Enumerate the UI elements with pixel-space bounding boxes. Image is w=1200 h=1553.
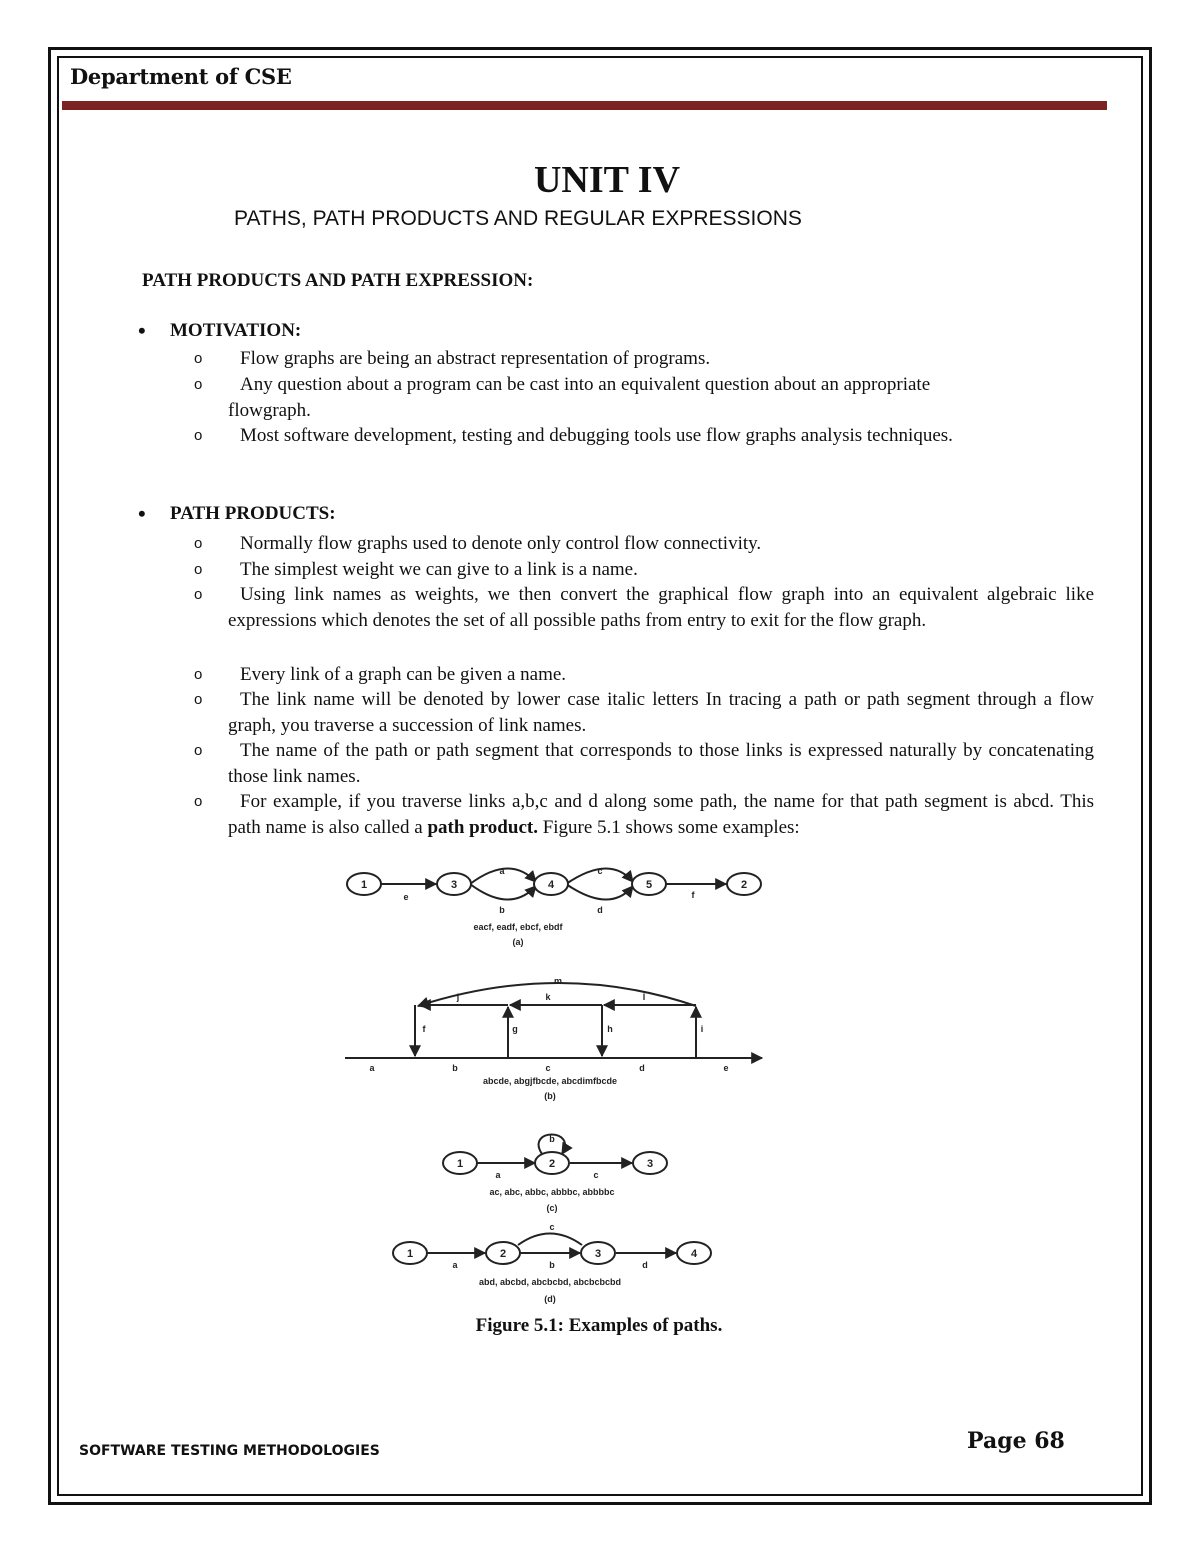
list-item-text: Using link names as weights, we then convert the graphical flow graph into an equivalent algebraic like expressions which denotes the set of all possible paths from entry to exit for the flow graph. bbox=[228, 584, 1094, 631]
link-label: g bbox=[512, 1024, 518, 1034]
node-label: 2 bbox=[548, 1158, 556, 1170]
list-item bbox=[194, 557, 1094, 583]
list-item-text bbox=[228, 789, 1094, 840]
link-label: c bbox=[593, 1170, 599, 1180]
section-heading: PATH PRODUCTS AND PATH EXPRESSION: bbox=[142, 270, 534, 291]
list-item bbox=[194, 531, 1094, 557]
list-item-text: The name of the path or path segment that corresponds to those links is expressed naturally by concatenating those link names. bbox=[228, 740, 1094, 787]
list-marker: o bbox=[194, 691, 203, 708]
list-marker: o bbox=[194, 535, 203, 552]
list-marker: o bbox=[194, 561, 203, 578]
unit-subtitle: PATHS, PATH PRODUCTS AND REGULAR EXPRESSIONS bbox=[234, 207, 802, 230]
figure-5-1 bbox=[330, 860, 790, 1320]
list-marker: o bbox=[194, 586, 203, 603]
list-item-text: The link name will be denoted by lower case italic letters In tracing a path or path segment through a flow graph, you traverse a succession of link names. bbox=[228, 689, 1094, 736]
node-label: 3 bbox=[594, 1248, 602, 1260]
list-item-text: Normally flow graphs used to denote only control flow connectivity. bbox=[240, 533, 762, 554]
link-label: f bbox=[691, 890, 695, 900]
link-label: a bbox=[369, 1063, 375, 1073]
link-label: b bbox=[549, 1260, 555, 1270]
link-label: c bbox=[545, 1063, 551, 1073]
list-marker: o bbox=[194, 742, 203, 759]
link-label: e bbox=[723, 1063, 729, 1073]
node-label: 3 bbox=[646, 1158, 654, 1170]
node-label: 2 bbox=[499, 1248, 507, 1260]
list-item bbox=[194, 372, 988, 423]
link-label: b bbox=[499, 905, 505, 915]
footer-course: SOFTWARE TESTING METHODOLOGIES bbox=[79, 1443, 380, 1459]
list-marker: o bbox=[194, 793, 203, 810]
motivation-heading-text: MOTIVATION: bbox=[170, 320, 302, 341]
figure-b bbox=[345, 983, 762, 1058]
example-text-after: Figure 5.1 shows some examples: bbox=[537, 816, 800, 838]
path-list: abd, abcbd, abcbcbd, abcbcbcbd bbox=[478, 1277, 622, 1287]
node-label: 3 bbox=[450, 879, 458, 891]
subfigure-label: (d) bbox=[544, 1294, 556, 1304]
link-label: l bbox=[642, 992, 646, 1002]
path-products-heading bbox=[138, 501, 336, 526]
link-label: d bbox=[597, 905, 603, 915]
list-item-text: Most software development, testing and debugging tools use flow graphs analysis techniques. bbox=[240, 425, 953, 446]
list-item bbox=[194, 687, 1094, 738]
subfigure-label: (a) bbox=[512, 937, 524, 947]
link-label: m bbox=[553, 976, 563, 986]
link-label: b bbox=[549, 1134, 555, 1144]
link-label: i bbox=[700, 1024, 704, 1034]
node-label: 2 bbox=[740, 879, 748, 891]
list-item bbox=[194, 346, 1094, 372]
list-item bbox=[194, 738, 1094, 789]
edge-c bbox=[518, 1234, 582, 1246]
link-label: j bbox=[456, 992, 460, 1002]
edge-d bbox=[566, 884, 633, 900]
path-list: eacf, eadf, ebcf, ebdf bbox=[473, 922, 563, 932]
header-rule bbox=[62, 101, 1107, 110]
link-label: a bbox=[499, 866, 505, 876]
motivation-heading bbox=[138, 318, 302, 343]
list-item-text: Any question about a program can be cast into an equivalent question about an appropriate flowgraph. bbox=[228, 374, 931, 421]
list-item-text: Every link of a graph can be given a name. bbox=[240, 664, 567, 685]
list-item bbox=[194, 582, 1094, 633]
bullet-dot: • bbox=[138, 501, 146, 526]
subfigure-label: (c) bbox=[546, 1203, 558, 1213]
node-label: 1 bbox=[456, 1158, 464, 1170]
bullet-dot: • bbox=[138, 318, 146, 343]
figure-caption: Figure 5.1: Examples of paths. bbox=[475, 1315, 723, 1336]
link-label: d bbox=[639, 1063, 645, 1073]
link-label: d bbox=[642, 1260, 648, 1270]
link-label: f bbox=[422, 1024, 426, 1034]
node-label: 4 bbox=[690, 1248, 698, 1260]
link-label: c bbox=[597, 866, 603, 876]
link-label: e bbox=[403, 892, 409, 902]
link-label: a bbox=[452, 1260, 458, 1270]
node-label: 5 bbox=[645, 879, 653, 891]
list-item-text: Flow graphs are being an abstract representation of programs. bbox=[240, 348, 711, 369]
list-marker: o bbox=[194, 350, 203, 367]
list-item-text: The simplest weight we can give to a link is a name. bbox=[240, 559, 638, 580]
link-label: k bbox=[545, 992, 551, 1002]
example-text-before: For example, if you traverse links a,b,c and d along some path, the name for that path segment is abcd. This path name is also called a bbox=[228, 791, 1094, 838]
footer-page-number: Page 68 bbox=[967, 1428, 1065, 1454]
list-item bbox=[194, 789, 1094, 840]
list-marker: o bbox=[194, 376, 203, 393]
node-label: 1 bbox=[406, 1248, 414, 1260]
path-list: abcde, abgjfbcde, abcdimfbcde bbox=[482, 1076, 618, 1086]
edge-b bbox=[470, 884, 536, 900]
path-products-heading-text: PATH PRODUCTS: bbox=[170, 503, 336, 524]
subfigure-label: (b) bbox=[544, 1091, 556, 1101]
node-label: 4 bbox=[547, 879, 555, 891]
unit-title: UNIT IV bbox=[533, 159, 681, 201]
link-label: a bbox=[495, 1170, 501, 1180]
node-label: 1 bbox=[360, 879, 368, 891]
department-header: Department of CSE bbox=[70, 64, 292, 89]
list-item bbox=[194, 423, 1018, 449]
link-label: h bbox=[607, 1024, 613, 1034]
link-label: b bbox=[452, 1063, 458, 1073]
list-marker: o bbox=[194, 666, 203, 683]
list-marker: o bbox=[194, 427, 203, 444]
edge-m bbox=[418, 983, 696, 1006]
link-label: c bbox=[549, 1222, 555, 1232]
path-product-term: path product. bbox=[427, 816, 538, 838]
path-list: ac, abc, abbc, abbbc, abbbbc bbox=[489, 1187, 615, 1197]
list-item bbox=[194, 662, 1094, 688]
